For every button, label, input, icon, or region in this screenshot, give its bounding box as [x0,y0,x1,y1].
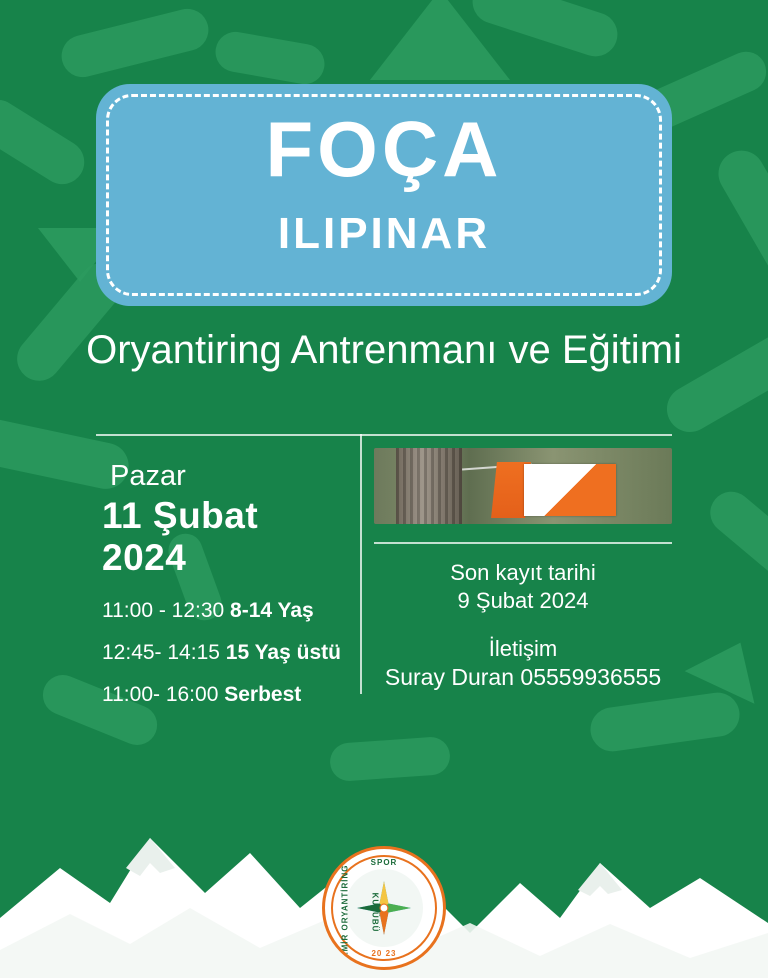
divider-right [374,542,672,544]
schedule-column [96,460,346,725]
divider-vertical [360,434,362,694]
slot-time: 11:00 - 12:30 [102,599,231,622]
event-day: Pazar [110,460,186,492]
slot-time: 12:45- 14:15 [102,641,226,664]
logo-text-bottom: 20 23 [371,949,397,958]
divider-top [96,434,672,436]
schedule-row [102,599,346,623]
info-column [374,448,672,691]
title-plaque [96,84,672,306]
club-logo [322,846,446,970]
decor-blob [57,4,213,81]
page-title: FOÇA [265,105,503,193]
compass-star-icon [356,880,412,936]
slot-group: 8-14 Yaş [230,599,314,622]
slot-group: Serbest [224,683,302,706]
logo-text-top: SPOR [370,858,398,867]
decor-triangle [370,0,510,80]
orienteering-photo [374,448,672,524]
logo-text-left: İZMİR ORYANTİRİNG [340,864,350,961]
schedule-row [102,641,346,665]
decor-blob [0,92,93,193]
event-title: Oryantiring Antrenmanı ve Eğitimi [86,328,682,372]
details-section [96,434,672,704]
decor-blob [702,483,768,599]
page-subtitle: ILIPINAR [277,209,491,258]
slot-group: 15 Yaş üstü [225,641,341,664]
schedule-row [102,683,346,707]
registration-date: 9 Şubat 2024 [457,588,589,613]
slot-time: 11:00- 16:00 [102,683,225,706]
decor-blob [710,142,768,304]
logo-text-right: KULÜBÜ [370,892,380,933]
event-date: 11 Şubat 2024 [102,495,259,578]
tree-trunk [396,448,462,524]
control-flag-icon [524,464,616,516]
contact-label: İletişim [488,636,558,661]
registration-label: Son kayıt tarihi [450,560,596,585]
decor-triangle [685,626,768,703]
decor-blob [212,29,327,87]
contact-value: Suray Duran 05559936555 [384,664,662,690]
